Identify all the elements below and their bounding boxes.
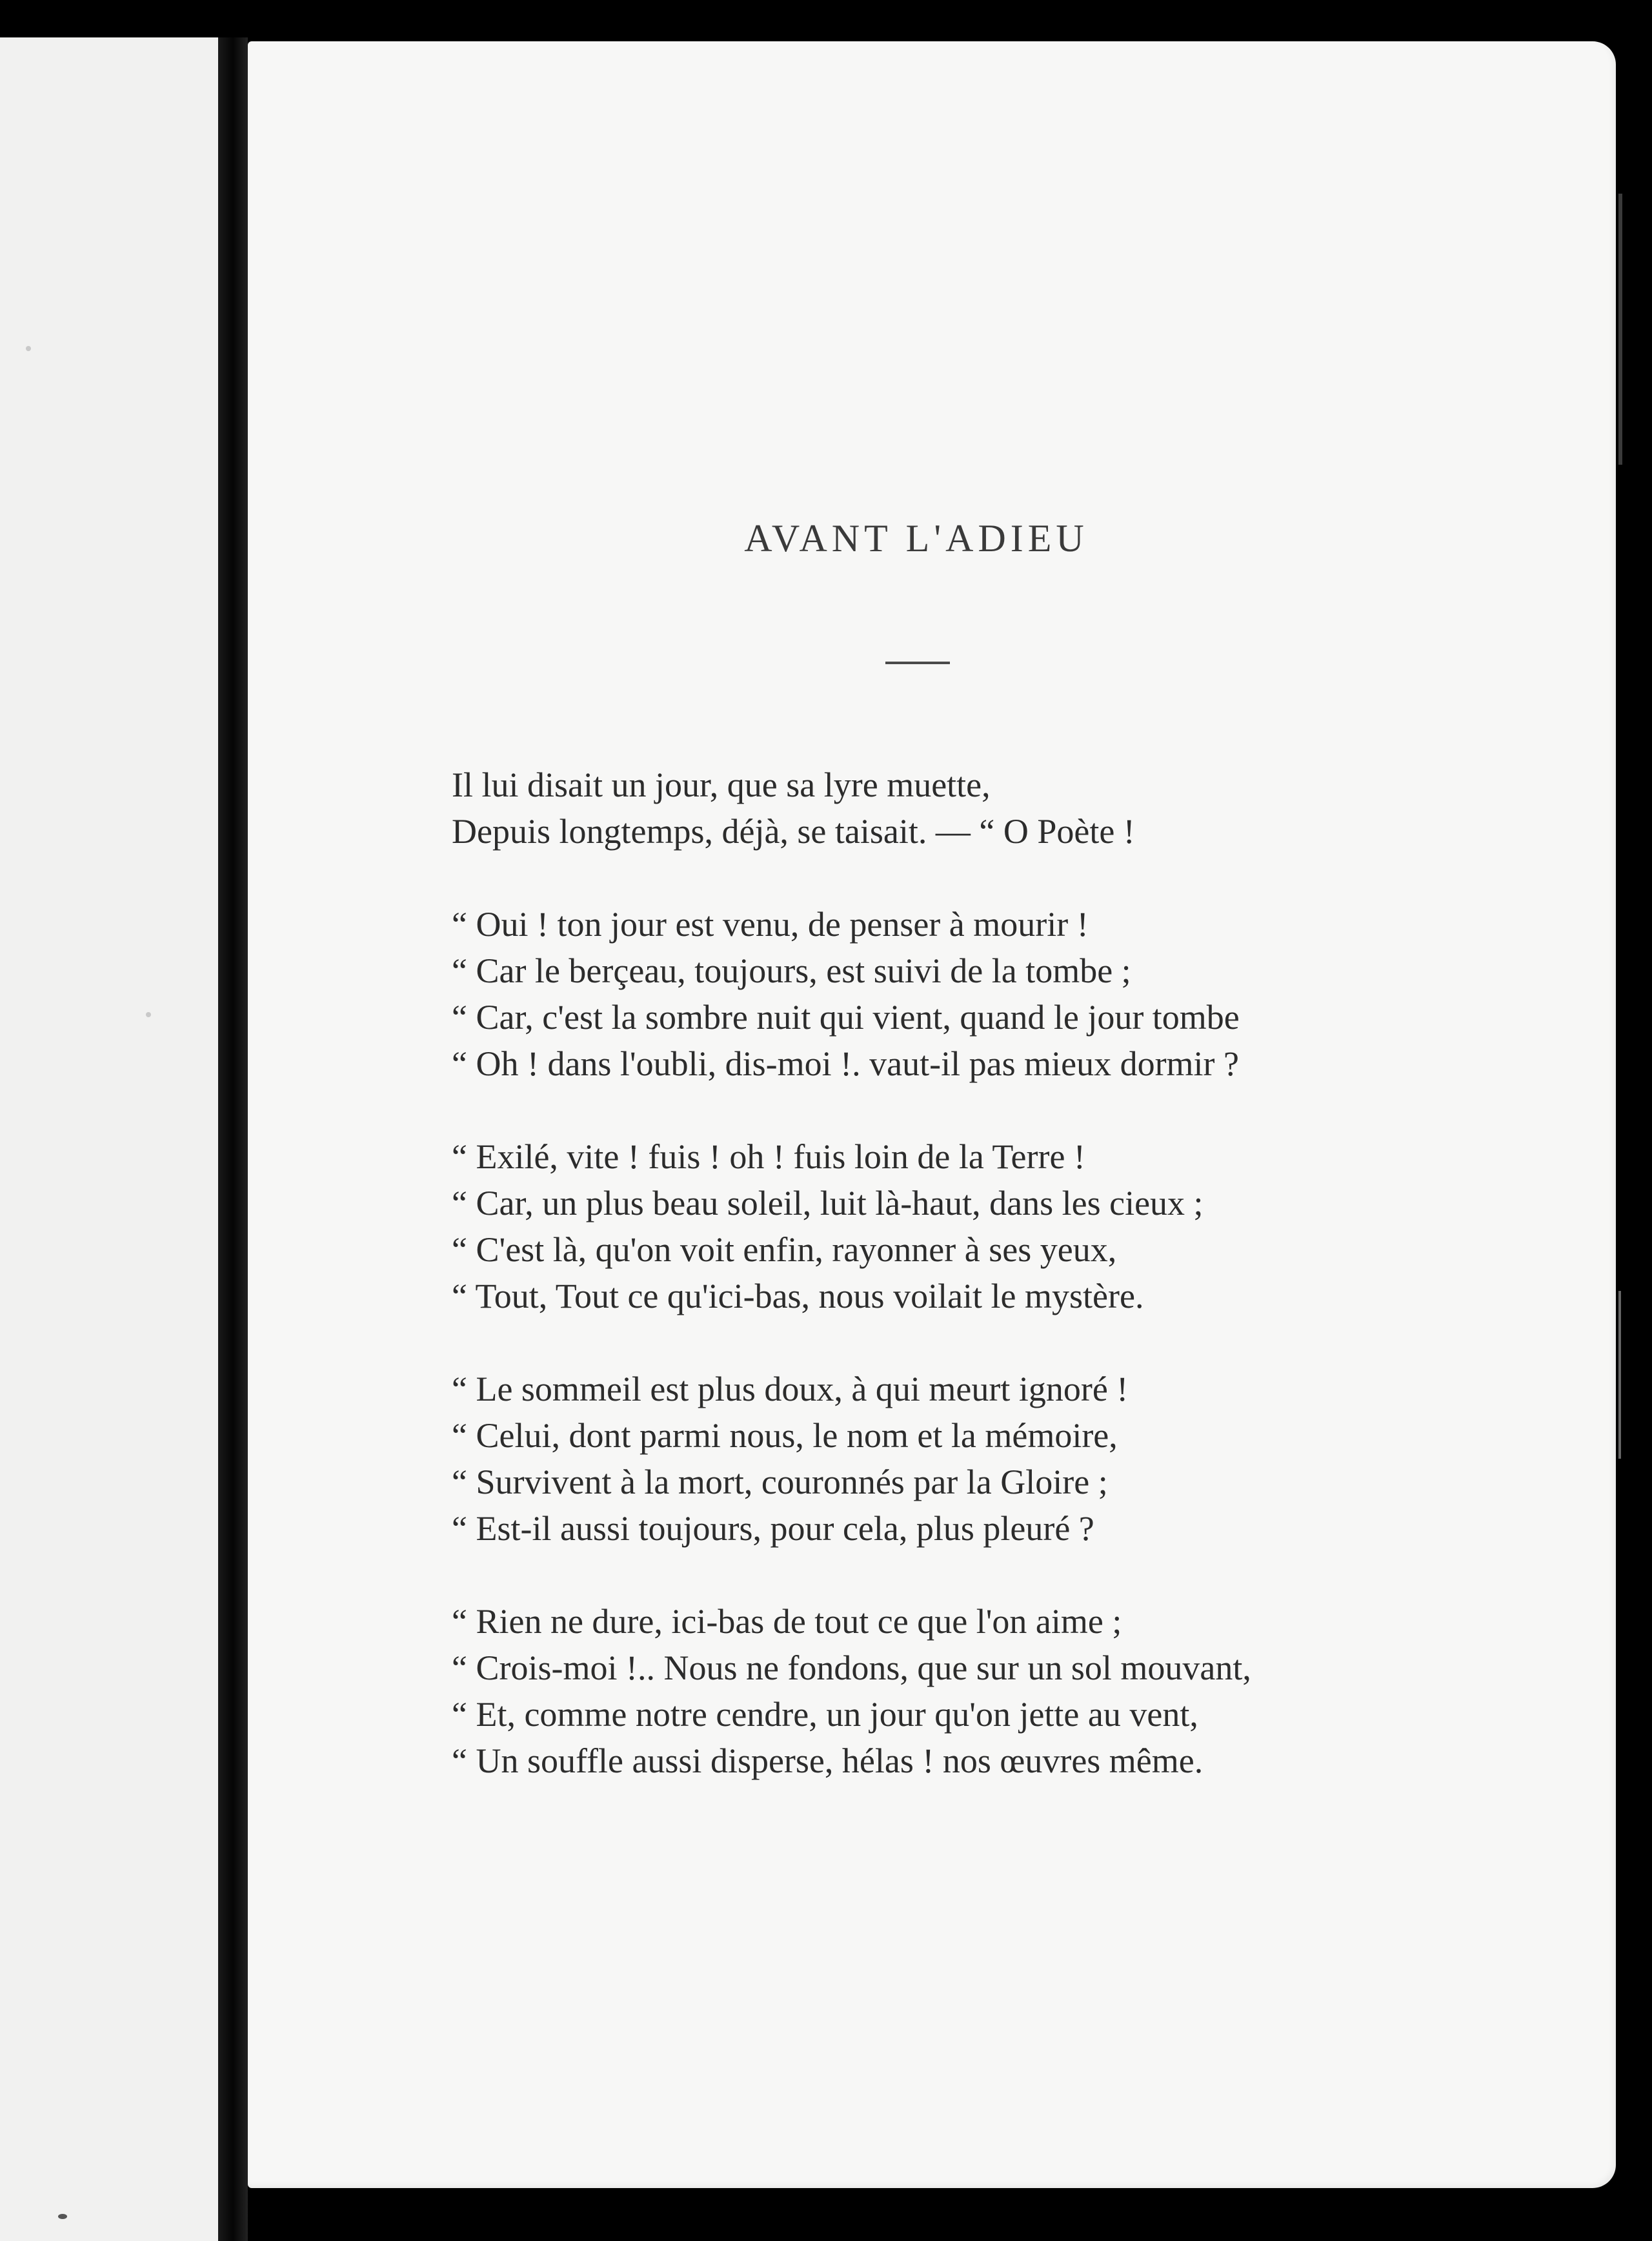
poem-line: “ Un souffle aussi disperse, hélas ! nos œuvres même. [452,1741,1204,1780]
poem-line: “ Celui, dont parmi nous, le nom et la mémoire, [452,1416,1118,1455]
poem-line: “ Tout, Tout ce qu'ici-bas, nous voilait le mystère. [452,1277,1144,1315]
poem-line: “ Le sommeil est plus doux, à qui meurt ignoré ! [452,1370,1129,1408]
poem-body [452,762,1420,1830]
poem-line: “ Exilé, vite ! fuis ! oh ! fuis loin de la Terre ! [452,1137,1085,1176]
poem-line: “ Oui ! ton jour est venu, de penser à mourir ! [452,905,1089,944]
page-edge-mark [1618,194,1622,465]
stanza [452,1598,1420,1784]
poem-line: “ Survivent à la mort, couronnés par la Gloire ; [452,1463,1108,1501]
stanza [452,901,1420,1087]
stanza [452,762,1420,855]
left-page-blank [0,37,218,2241]
poem-line: “ Est-il aussi toujours, pour cela, plus pleuré ? [452,1509,1094,1548]
book-spine [218,37,248,2241]
paper-speck [58,2214,67,2219]
paper-speck [146,1012,151,1017]
poem-line: “ Car le berçeau, toujours, est suivi de la tombe ; [452,951,1131,990]
poem-line: “ Rien ne dure, ici-bas de tout ce que l'on aime ; [452,1602,1122,1641]
poem-line: “ C'est là, qu'on voit enfin, rayonner à ses yeux, [452,1230,1117,1269]
poem-line: “ Oh ! dans l'oubli, dis-moi !. vaut-il pas mieux dormir ? [452,1044,1240,1083]
poem-line: “ Crois-moi !.. Nous ne fondons, que sur un sol mouvant, [452,1648,1251,1687]
poem-line: Depuis longtemps, déjà, se taisait. — “ O Poète ! [452,812,1135,851]
poem-line: “ Car, c'est la sombre nuit qui vient, quand le jour tombe [452,998,1240,1037]
title-rule [885,662,950,664]
stanza [452,1133,1420,1319]
scan-border [0,0,1652,45]
poem-title: AVANT L'ADIEU [744,517,1089,560]
poem-line: Il lui disait un jour, que sa lyre muette, [452,766,991,804]
stanza [452,1366,1420,1552]
page-edge-mark [1618,1291,1621,1459]
poem-line: “ Car, un plus beau soleil, luit là-haut, dans les cieux ; [452,1184,1204,1222]
poem-line: “ Et, comme notre cendre, un jour qu'on jette au vent, [452,1695,1198,1734]
paper-speck [26,346,31,351]
